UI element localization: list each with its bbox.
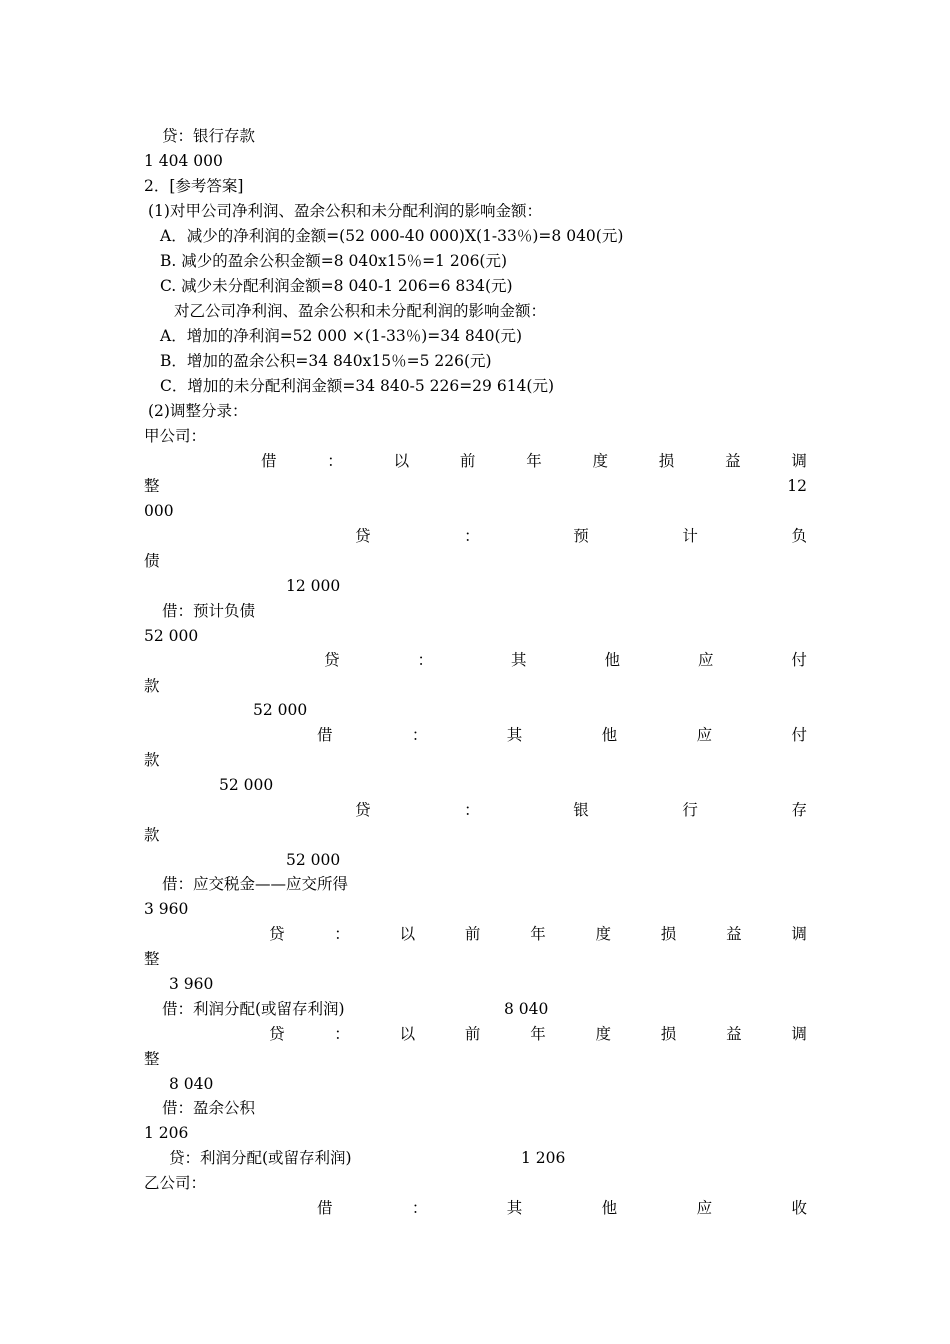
text-line: 款 [144,826,160,844]
text-line: 贷：银行存款 [162,127,256,145]
text-line: 款 [144,751,160,769]
text-line: 52 000 [144,627,199,645]
text-line-spread: 贷 ： 其 他 应 付 [324,651,807,669]
text-line: 贷：利润分配(或留存利润) 1 206 [169,1149,566,1167]
text-line: 1 206 [144,1124,189,1142]
text-line: C. 减少未分配利润金额=8 040-1 206=6 834(元) [160,277,513,295]
text-line: 借：盈余公积 [162,1099,256,1117]
text-line: A．减少的净利润的金额=(52 000-40 000)X(1-33％)=8 040(元) [160,227,624,245]
text-line: C．增加的未分配利润金额=34 840-5 226=29 614(元) [160,377,555,395]
text-line: 12 000 [286,577,341,595]
text-line: 债 [144,552,160,570]
text-line: (1)对甲公司净利润、盈余公积和未分配利润的影响金额： [148,202,542,220]
text-line: 乙公司： [144,1174,207,1192]
text-line: B. 减少的盈余公积金额=8 040x15％=1 206(元) [160,252,508,270]
text-line: B．增加的盈余公积=34 840x15％=5 226(元) [160,352,492,370]
text-line-spread: 贷 ： 银 行 存 [355,801,807,819]
text-line-spread: 借 ： 其 他 应 付 [317,726,807,744]
text-line: 2．[参考答案] [144,177,244,195]
text-line: 3 960 [144,900,189,918]
text-line-spread: 贷 ： 以 前 年 度 损 益 调 [269,1025,807,1043]
text-line: 52 000 [286,851,341,869]
text-line: 甲公司： [144,427,207,445]
text-line: 整 [144,950,160,968]
text-line: (2)调整分录： [148,402,248,420]
text-line: 整 [144,1050,160,1068]
text-line-spread: 贷 ： 预 计 负 [355,527,807,545]
text-line: 1 404 000 [144,152,223,170]
text-line-spread: 借 ： 以 前 年 度 损 益 调 [261,452,807,470]
text-line: 借：应交税金——应交所得 [162,875,349,893]
text-line: 借：利润分配(或留存利润) 8 040 [162,1000,549,1018]
text-line: 52 000 [219,776,274,794]
text-line: 000 [144,502,174,520]
text-line: 借：预计负债 [162,602,256,620]
text-line-spread: 借 ： 其 他 应 收 [317,1199,807,1217]
text-line: 52 000 [253,701,308,719]
text-line-spread: 整 12 [144,477,807,495]
text-line-spread: 贷 ： 以 前 年 度 损 益 调 [269,925,807,943]
text-line: 8 040 [169,1075,214,1093]
text-line: 对乙公司净利润、盈余公积和未分配利润的影响金额： [174,302,547,320]
text-line: 款 [144,677,160,695]
text-line: 3 960 [169,975,214,993]
text-line: A．增加的净利润=52 000 ×(1-33％)=34 840(元) [160,327,523,345]
